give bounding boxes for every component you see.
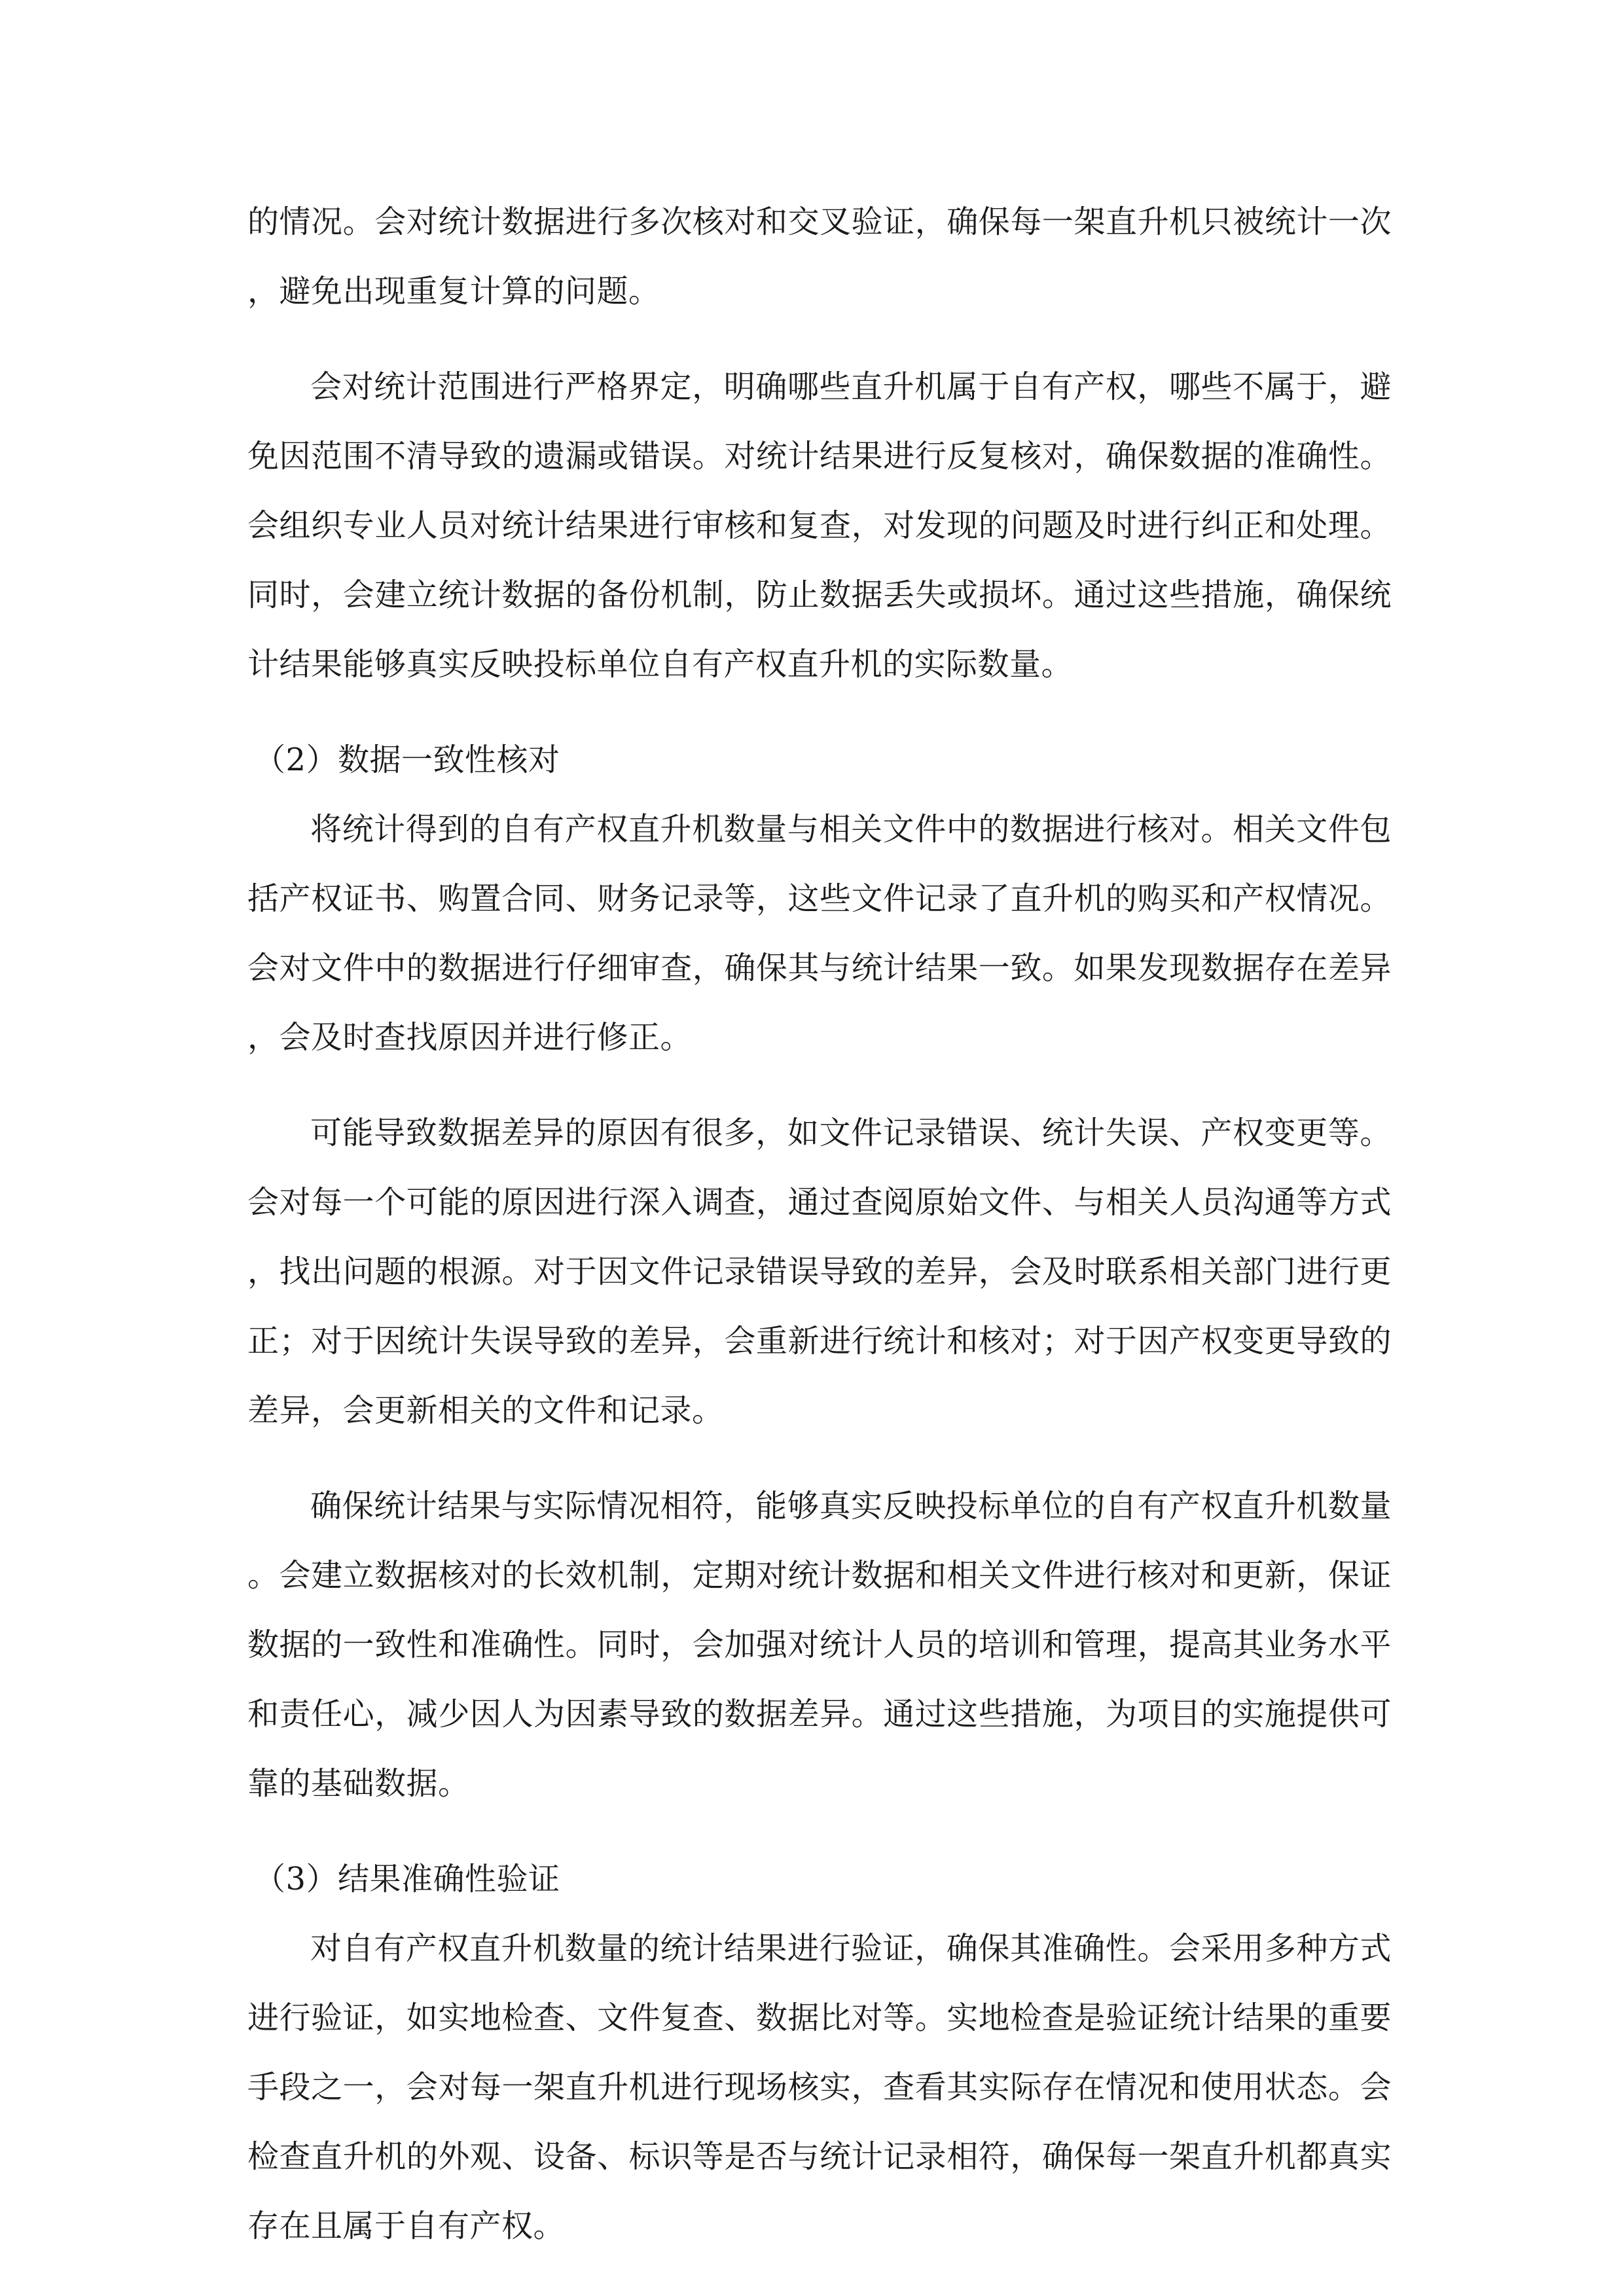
paragraph-continuation: 的情况。会对统计数据进行多次核对和交叉验证，确保每一架直升机只被统计一次，避免出现重复计算的问题。	[247, 204, 1392, 310]
paragraph-discrepancy-causes: 可能导致数据差异的原因有很多，如文件记录错误、统计失误、产权变更等。会对每一个可能的原因进行深入调查，通过查阅原始文件、与相关人员沟通等方式，找出问题的根源。对于因文件记录错误导致的差异，会及时联系相关部门进行更正；对于因统计失误导致的差异，会重新进行统计和核对；对于因产权变更导致的差异，会更新相关的文件和记录。	[247, 1115, 1392, 1429]
document-body	[247, 187, 1392, 2287]
paragraph-verification-methods: 对自有产权直升机数量的统计结果进行验证，确保其准确性。会采用多种方式进行验证，如实地检查、文件复查、数据比对等。实地检查是验证统计结果的重要手段之一，会对每一架直升机进行现场核实，查看其实际存在情况和使用状态。会检查直升机的外观、设备、标识等是否与统计记录相符，确保每一架直升机都真实存在且属于自有产权。	[247, 1930, 1392, 2244]
paragraph-long-term-mechanism: 确保统计结果与实际情况相符，能够真实反映投标单位的自有产权直升机数量。会建立数据核对的长效机制，定期对统计数据和相关文件进行核对和更新，保证数据的一致性和准确性。同时，会加强对统计人员的培训和管理，提高其业务水平和责任心，减少因人为因素导致的数据差异。通过这些措施，为项目的实施提供可靠的基础数据。	[247, 1488, 1392, 1802]
paragraph-data-check: 将统计得到的自有产权直升机数量与相关文件中的数据进行核对。相关文件包括产权证书、购置合同、财务记录等，这些文件记录了直升机的购买和产权情况。会对文件中的数据进行仔细审查，确保其与统计结果一致。如果发现数据存在差异，会及时查找原因并进行修正。	[247, 811, 1392, 1056]
paragraph-scope-definition: 会对统计范围进行严格界定，明确哪些直升机属于自有产权，哪些不属于，避免因范围不清导致的遗漏或错误。对统计结果进行反复核对，确保数据的准确性。会组织专业人员对统计结果进行审核和复查，对发现的问题及时进行纠正和处理。同时，会建立统计数据的备份机制，防止数据丢失或损坏。通过这些措施，确保统计结果能够真实反映投标单位自有产权直升机的实际数量。	[247, 368, 1392, 683]
section-heading-data-consistency: （2）数据一致性核对	[254, 742, 560, 778]
section-heading-result-accuracy: （3）结果准确性验证	[254, 1861, 560, 1897]
